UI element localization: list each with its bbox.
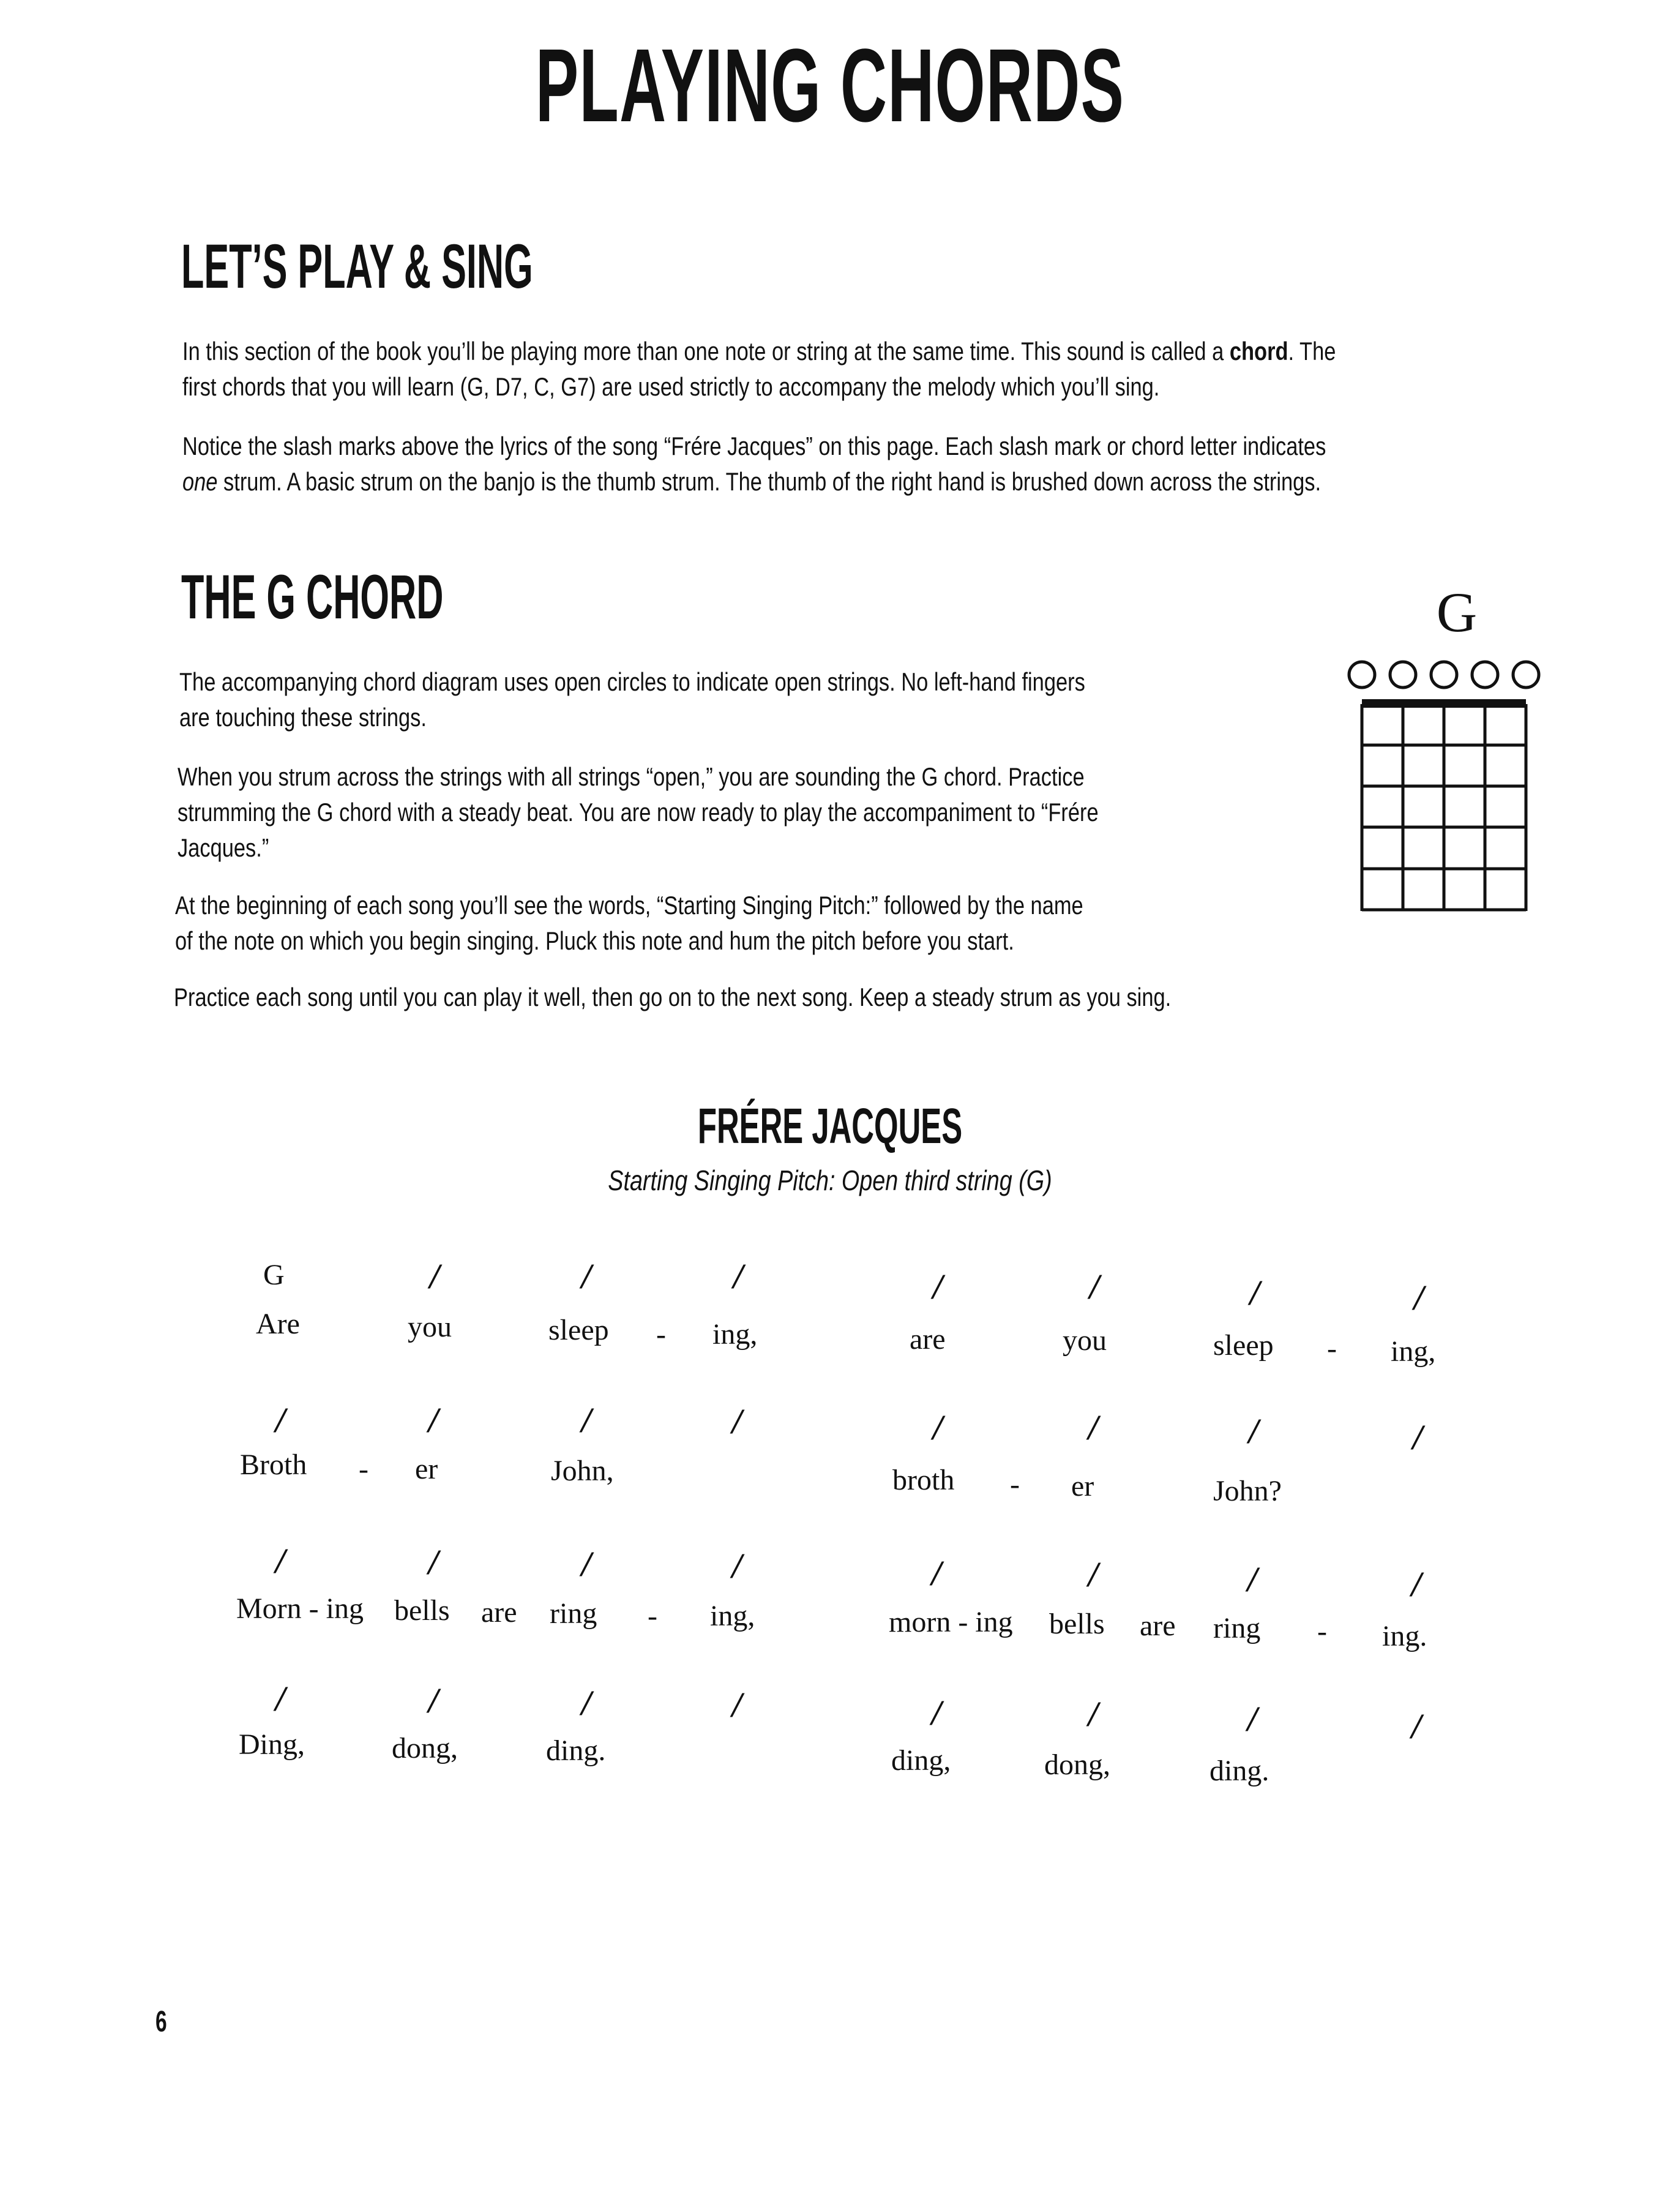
strum-slash: / [428, 1681, 439, 1720]
strum-slash: / [933, 1267, 943, 1307]
lyric-hyphen: - [1317, 1615, 1327, 1648]
lyric-word: ding, [891, 1744, 951, 1777]
strum-slash: / [1088, 1408, 1099, 1447]
lyric-word: ring [1213, 1612, 1261, 1644]
lyric-word: John? [1213, 1475, 1282, 1507]
song-title: FRÉRE JACQUES [697, 1098, 963, 1154]
fretboard-grid [1362, 704, 1526, 911]
strum-slash: / [1090, 1267, 1100, 1307]
section1-paragraph2-line2: one strum. A basic strum on the banjo is the thumb strum. The thumb of the right hand is brushed down across the strings. [182, 467, 1322, 496]
lyric-word: Ding, [239, 1728, 305, 1761]
section2-paragraph1-line2: are touching these strings. [179, 703, 427, 732]
lyric-word: ding. [546, 1734, 606, 1767]
section1-paragraph1-line1: In this section of the book you’ll be playing more than one note or string at the same time. This sound is called a chord. The [182, 337, 1336, 366]
section-heading-lets-play: LET’S PLAY & SING [181, 231, 533, 301]
strum-slash: / [581, 1256, 592, 1296]
lyric-word: sleep [1213, 1329, 1274, 1362]
strum-slash: / [733, 1256, 744, 1296]
strum-slash: / [428, 1400, 439, 1440]
strum-slash: / [932, 1553, 942, 1593]
strum-slash: / [581, 1400, 592, 1440]
lyric-word: ing, [710, 1600, 755, 1632]
lyric-word: you [408, 1311, 452, 1343]
section1-paragraph2-line1: Notice the slash marks above the lyrics of the song “Frére Jacques” on this page. Each slash mark or chord letter indicates [182, 432, 1326, 460]
strum-slash: / [933, 1408, 943, 1447]
lyric-word: bells [1049, 1608, 1105, 1640]
strum-slash: / [1414, 1278, 1424, 1318]
lyric-word: ring [550, 1597, 597, 1630]
strum-slash: / [1413, 1417, 1423, 1457]
chord-diagram-label: G [1436, 581, 1478, 643]
lyric-hyphen: - [359, 1453, 368, 1485]
section2-paragraph3-line2: of the note on which you begin singing. Pluck this note and hum the pitch before you start. [175, 926, 1014, 955]
strum-slash: / [932, 1693, 942, 1733]
section2-paragraph2-line2: strumming the G chord with a steady beat. You are now ready to play the accompaniment to “Frére [178, 798, 1099, 827]
lyric-hyphen: - [648, 1600, 657, 1632]
strum-slash: / [275, 1400, 286, 1440]
lyric-word: dong, [1044, 1749, 1110, 1781]
lyric-word: Are [256, 1308, 300, 1340]
strum-slash: / [732, 1546, 742, 1586]
lyric-word: are [910, 1323, 946, 1355]
page-number: 6 [155, 2006, 167, 2038]
strum-slash: / [1250, 1273, 1260, 1313]
strum-slash: / [1247, 1699, 1258, 1739]
lyric-word: are [481, 1596, 517, 1629]
section2-paragraph1-line1: The accompanying chord diagram uses open circles to indicate open strings. No left-hand fingers [179, 667, 1085, 696]
lyric-word: er [415, 1453, 438, 1485]
strum-slash: / [1247, 1559, 1258, 1599]
lyric-word: sleep [548, 1314, 609, 1346]
lyric-word: Broth [240, 1449, 307, 1481]
lyric-word: are [1140, 1610, 1176, 1642]
section2-paragraph4-line1: Practice each song until you can play it well, then go on to the next song. Keep a steady strum as you sing. [174, 983, 1172, 1011]
lyric-hyphen: - [656, 1318, 666, 1351]
section2-paragraph2-line1: When you strum across the strings with all strings “open,” you are sounding the G chord. Practice [178, 762, 1085, 791]
song-starting-pitch: Starting Singing Pitch: Open third string (G) [608, 1164, 1052, 1196]
lyric-word: John, [551, 1455, 614, 1487]
lyric-word: ing, [712, 1318, 758, 1351]
strum-slash: / [581, 1544, 592, 1584]
open-string-circle [1431, 662, 1457, 688]
section2-paragraph2-line3: Jacques.” [178, 833, 269, 862]
open-string-circle [1349, 662, 1375, 688]
lyric-word: er [1071, 1470, 1094, 1502]
strum-slash: / [1411, 1564, 1422, 1604]
strum-slash: / [732, 1401, 742, 1441]
strum-slash: / [1088, 1554, 1099, 1594]
open-string-markers [1349, 662, 1539, 688]
chord-symbol-g: G [263, 1259, 285, 1291]
strum-slash: / [1249, 1411, 1259, 1451]
lyric-word: ding. [1209, 1755, 1269, 1787]
lyric-word: morn - ing [889, 1606, 1013, 1638]
open-string-circle [1390, 662, 1416, 688]
lyric-word: bells [394, 1594, 450, 1627]
g-chord-diagram [1340, 649, 1567, 924]
strum-slash: / [1088, 1694, 1099, 1734]
strum-slash: / [581, 1683, 592, 1723]
lyric-word: ing, [1391, 1335, 1436, 1368]
open-string-circle [1513, 662, 1539, 688]
lyric-word: you [1063, 1324, 1107, 1357]
strum-slash: / [430, 1256, 440, 1296]
open-string-circle [1472, 662, 1498, 688]
lyric-word: Morn - ing [236, 1592, 364, 1625]
section-heading-g-chord: THE G CHORD [181, 562, 444, 632]
lyric-word: dong, [392, 1732, 458, 1764]
lyric-hyphen: - [1010, 1468, 1020, 1501]
page-title: PLAYING CHORDS [535, 28, 1125, 144]
lyric-word: broth [892, 1464, 955, 1496]
section2-paragraph3-line1: At the beginning of each song you’ll see the words, “Starting Singing Pitch:” followed by the name [175, 891, 1083, 920]
lyric-hyphen: - [1327, 1332, 1337, 1365]
section1-paragraph1-line2: first chords that you will learn (G, D7, C, G7) are used strictly to accompany the melody which you’ll sing. [182, 372, 1160, 401]
strum-slash: / [732, 1685, 742, 1725]
lyric-word: ing. [1382, 1620, 1427, 1652]
strum-slash: / [428, 1542, 439, 1582]
strum-slash: / [1411, 1706, 1422, 1746]
strum-slash: / [275, 1541, 286, 1581]
strum-slash: / [275, 1679, 286, 1719]
